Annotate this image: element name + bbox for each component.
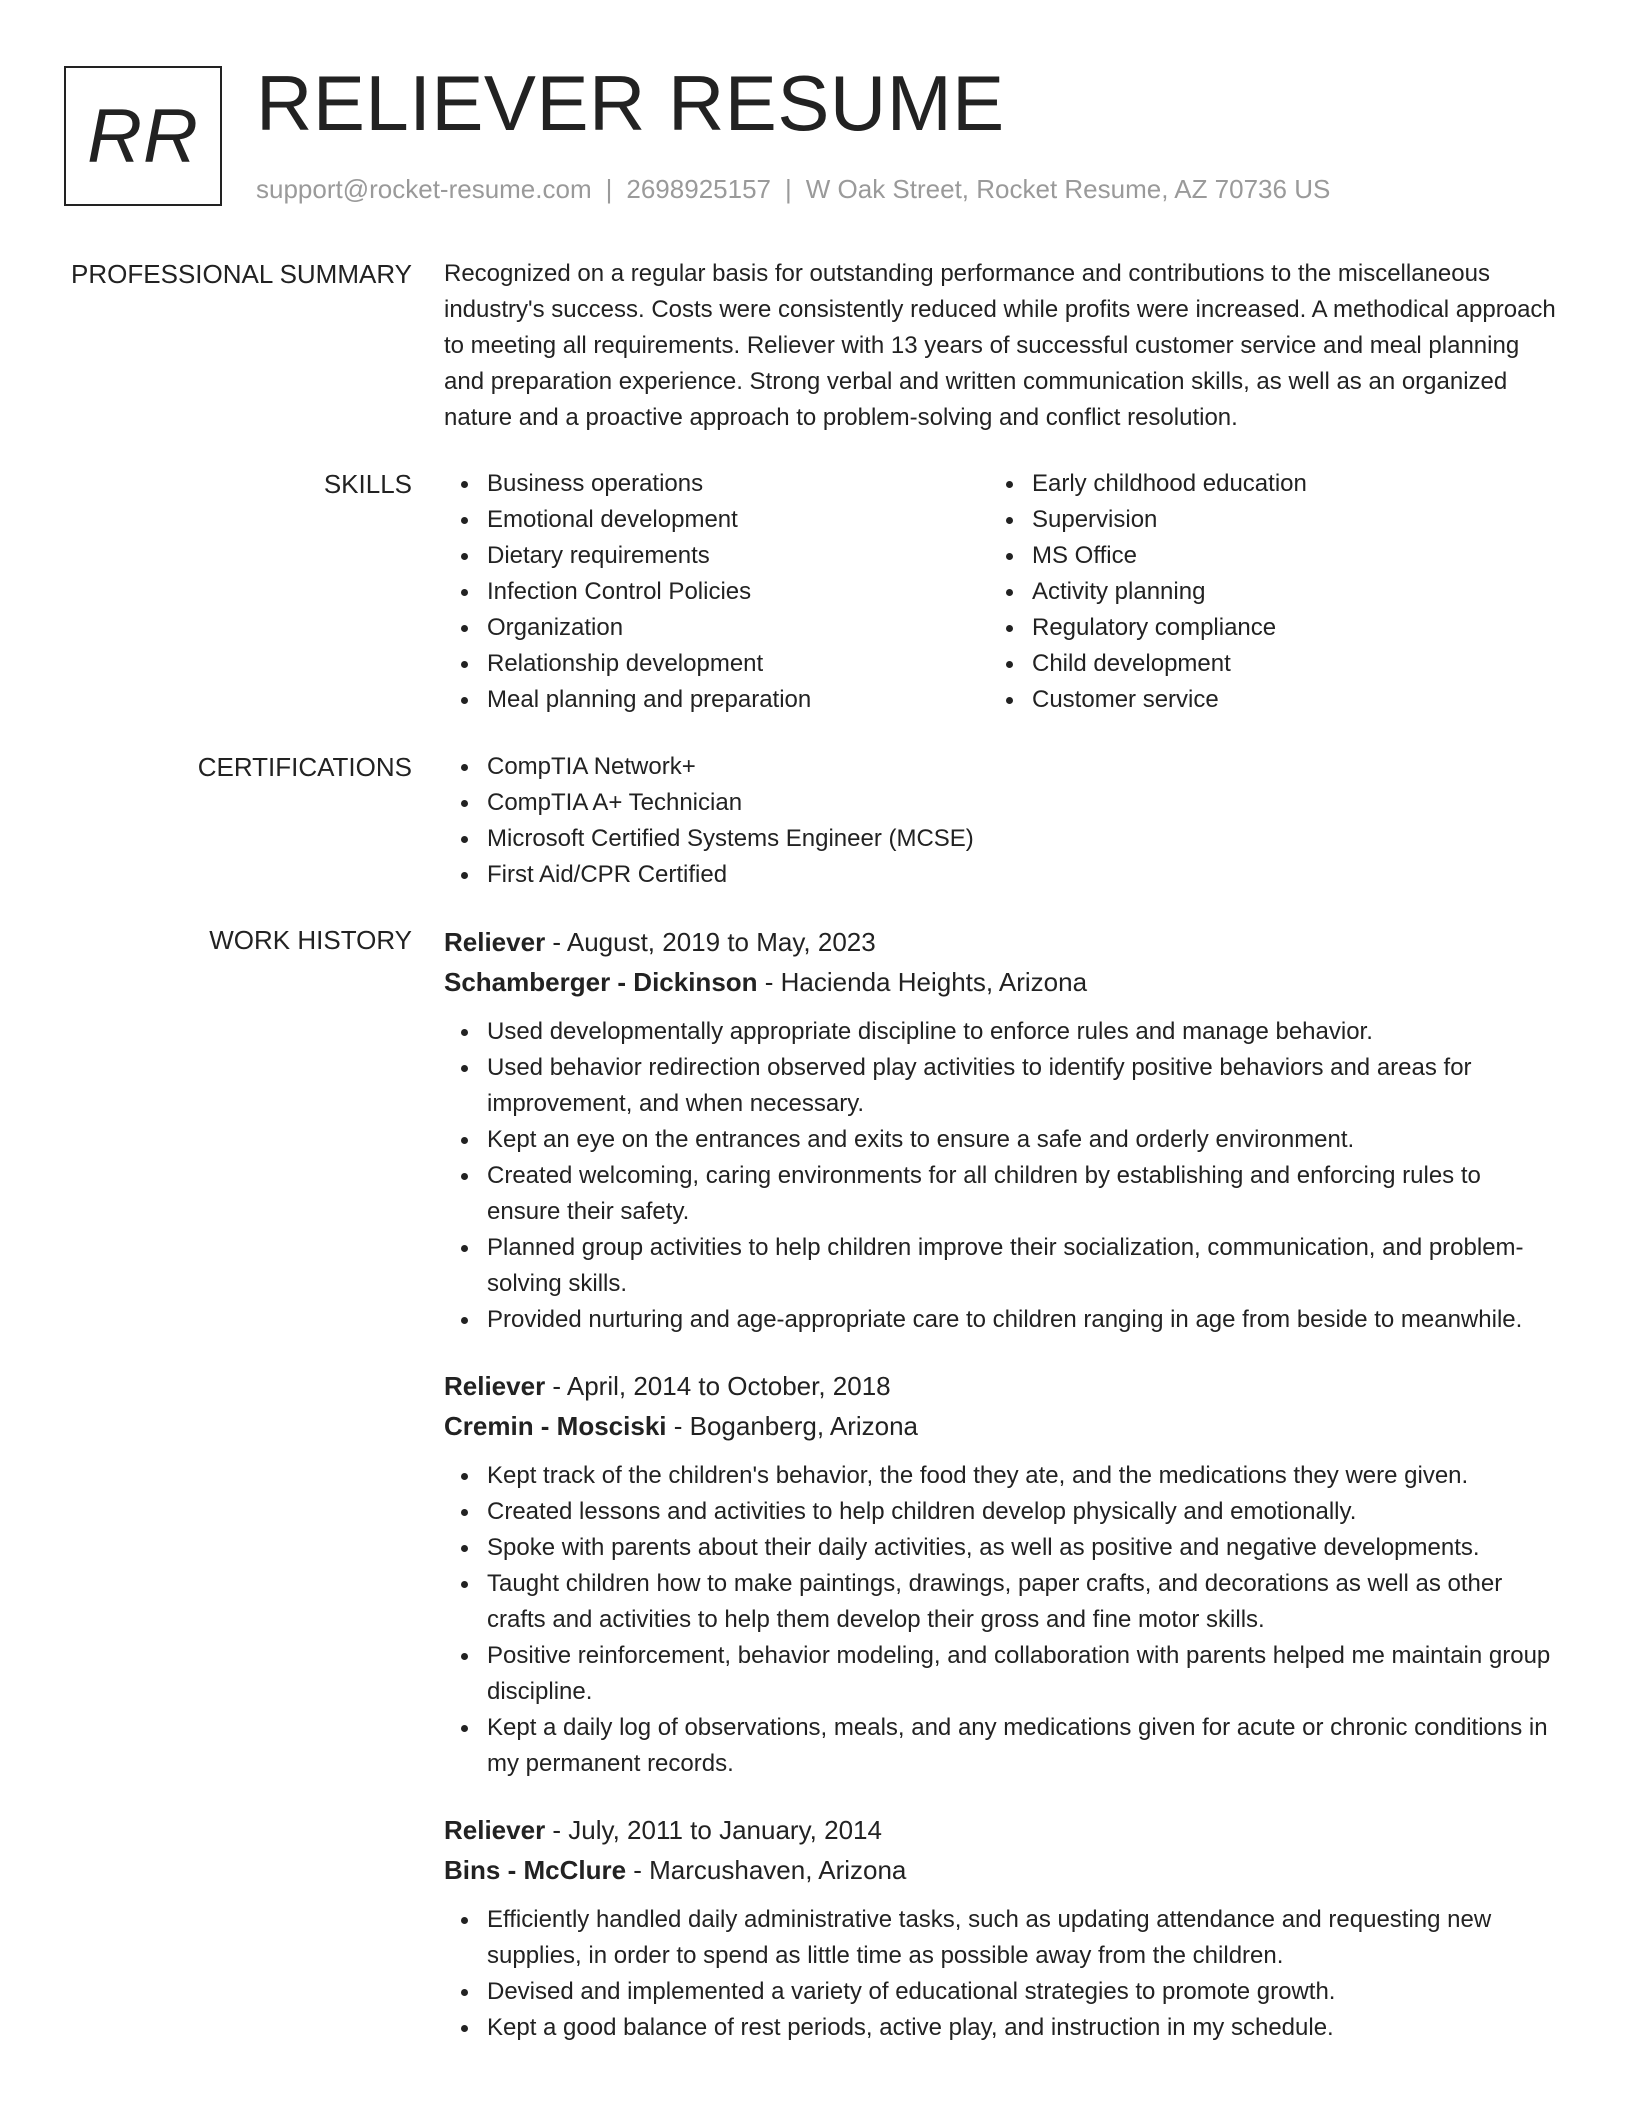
job-duties-list	[444, 1902, 1556, 2046]
list-item: Provided nurturing and age-appropriate care to children ranging in age from beside to meanwhile.	[444, 1302, 1556, 1338]
job-entry	[444, 1366, 1556, 1782]
job-company: Schamberger - Dickinson	[444, 967, 758, 997]
list-item: Devised and implemented a variety of educational strategies to promote growth.	[444, 1974, 1556, 2010]
list-item: Infection Control Policies	[444, 574, 989, 610]
job-title: Reliever	[444, 1815, 546, 1845]
list-item: CompTIA Network+	[444, 749, 1556, 785]
job-company-line	[444, 962, 1556, 1002]
skills-label: SKILLS	[323, 469, 412, 499]
list-item: Regulatory compliance	[989, 610, 1534, 646]
list-item: MS Office	[989, 538, 1534, 574]
list-item: Microsoft Certified Systems Engineer (MCSE)	[444, 821, 1556, 857]
job-title-line	[444, 1810, 1556, 1850]
skills-column-2	[989, 466, 1534, 718]
contact-separator: |	[605, 174, 613, 204]
list-item: Organization	[444, 610, 989, 646]
list-item: Created lessons and activities to help children develop physically and emotionally.	[444, 1494, 1556, 1530]
job-dates: - April, 2014 to October, 2018	[545, 1371, 891, 1401]
list-item: Activity planning	[989, 574, 1534, 610]
resume-title: RELIEVER RESUME	[256, 59, 1005, 147]
summary-label: PROFESSIONAL SUMMARY	[71, 259, 412, 289]
list-item: Positive reinforcement, behavior modeling, and collaboration with parents helped me maintain group discipline.	[444, 1638, 1556, 1710]
list-item: Emotional development	[444, 502, 989, 538]
list-item: CompTIA A+ Technician	[444, 785, 1556, 821]
summary-text: Recognized on a regular basis for outstanding performance and contributions to the miscellaneous industry's success. Costs were consistently reduced while profits were increased. A methodical approach to meeting all requirements. Reliever with 13 years of successful customer service and meal planning and preparation experience. Strong verbal and written communication skills, as well as an organized nature and a proactive approach to problem-solving and conflict resolution.	[444, 260, 1556, 431]
job-dates: - July, 2011 to January, 2014	[545, 1815, 882, 1845]
contact-separator: |	[785, 174, 792, 204]
job-location: - Boganberg, Arizona	[666, 1411, 919, 1441]
monogram-logo: RR	[64, 66, 222, 206]
job-duties-list	[444, 1014, 1556, 1338]
list-item: Taught children how to make paintings, drawings, paper crafts, and decorations as well as other crafts and activities to help them develop their gross and fine motor skills.	[444, 1566, 1556, 1638]
list-item: Child development	[989, 646, 1534, 682]
job-title-line	[444, 1366, 1556, 1406]
work-history-label: WORK HISTORY	[209, 925, 412, 955]
list-item: Used developmentally appropriate discipline to enforce rules and manage behavior.	[444, 1014, 1556, 1050]
list-item: Kept an eye on the entrances and exits to ensure a safe and orderly environment.	[444, 1122, 1556, 1158]
certifications-label: CERTIFICATIONS	[197, 752, 412, 782]
job-dates: - August, 2019 to May, 2023	[545, 927, 876, 957]
list-item: Planned group activities to help children improve their socialization, communication, and problem-solving skills.	[444, 1230, 1556, 1302]
list-item: Created welcoming, caring environments for all children by establishing and enforcing rules to ensure their safety.	[444, 1158, 1556, 1230]
job-title: Reliever	[444, 1371, 546, 1401]
list-item: Efficiently handled daily administrative tasks, such as updating attendance and requesting new supplies, in order to spend as little time as possible away from the children.	[444, 1902, 1556, 1974]
job-title: Reliever	[444, 927, 546, 957]
list-item: Relationship development	[444, 646, 989, 682]
contact-phone: 2698925157	[626, 174, 771, 204]
list-item: Spoke with parents about their daily activities, as well as positive and negative developments.	[444, 1530, 1556, 1566]
list-item: Supervision	[989, 502, 1534, 538]
certifications-body	[444, 749, 1556, 893]
contact-line	[256, 174, 1330, 205]
list-item: Customer service	[989, 682, 1534, 718]
list-item: Kept a daily log of observations, meals, and any medications given for acute or chronic conditions in my permanent records.	[444, 1710, 1556, 1782]
contact-email: support@rocket-resume.com	[256, 174, 592, 204]
contact-address: W Oak Street, Rocket Resume, AZ 70736 US	[805, 174, 1331, 204]
job-duties-list	[444, 1458, 1556, 1782]
list-item: Early childhood education	[989, 466, 1534, 502]
job-company: Bins - McClure	[444, 1855, 627, 1885]
job-entry	[444, 922, 1556, 1338]
list-item: Kept track of the children's behavior, the food they ate, and the medications they were given.	[444, 1458, 1556, 1494]
list-item: First Aid/CPR Certified	[444, 857, 1556, 893]
certifications-list	[444, 749, 1556, 893]
work-history-body	[444, 922, 1556, 2074]
skills-grid	[444, 466, 1556, 718]
list-item: Used behavior redirection observed play activities to identify positive behaviors and areas for improvement, and when necessary.	[444, 1050, 1556, 1122]
list-item: Business operations	[444, 466, 989, 502]
job-location: - Hacienda Heights, Arizona	[757, 967, 1088, 997]
job-company-line	[444, 1406, 1556, 1446]
job-title-line	[444, 922, 1556, 962]
job-location: - Marcushaven, Arizona	[626, 1855, 907, 1885]
job-entry	[444, 1810, 1556, 2046]
list-item: Meal planning and preparation	[444, 682, 989, 718]
job-company: Cremin - Mosciski	[444, 1411, 667, 1441]
job-company-line	[444, 1850, 1556, 1890]
skills-column-1	[444, 466, 989, 718]
list-item: Kept a good balance of rest periods, active play, and instruction in my schedule.	[444, 2010, 1556, 2046]
list-item: Dietary requirements	[444, 538, 989, 574]
